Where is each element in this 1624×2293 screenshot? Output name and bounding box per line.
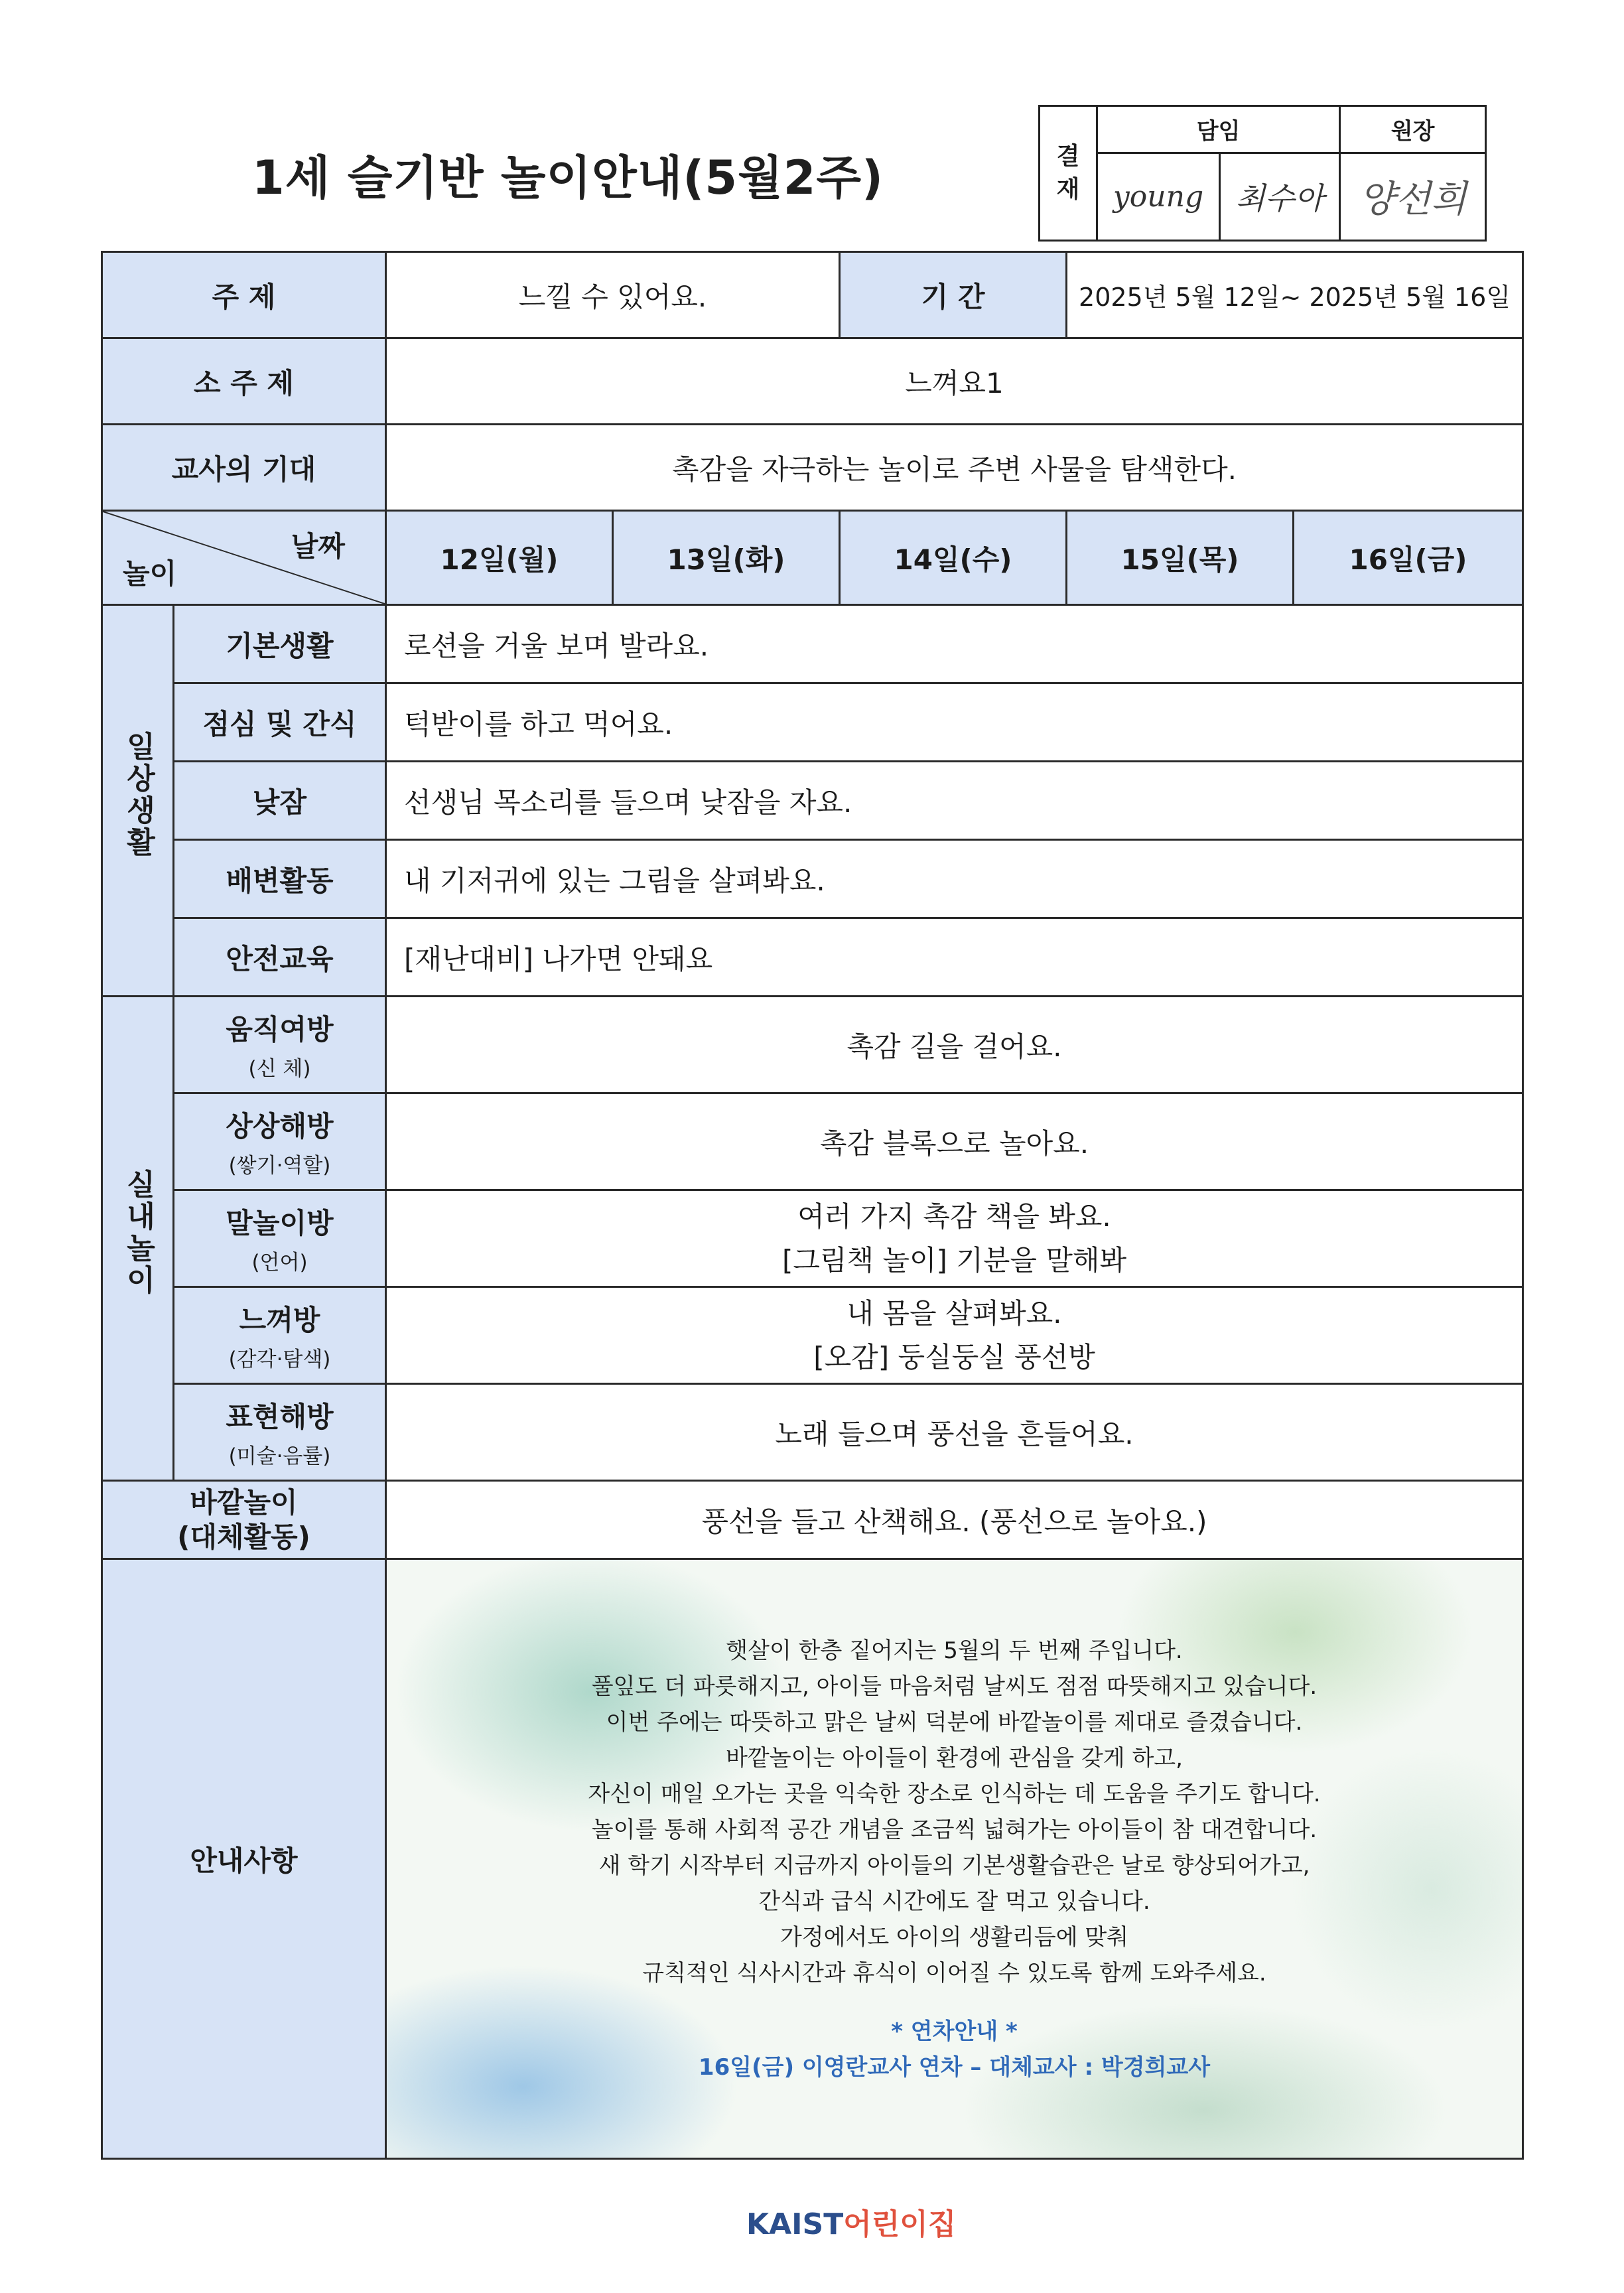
notice-line: 놀이를 통해 사회적 공간 개념을 조금씩 넓혀가는 아이들이 참 대견합니다.	[591, 1816, 1318, 1843]
day-mon: 12일(월)	[386, 511, 613, 605]
language-label: 말놀이방	[226, 1207, 334, 1239]
notice-line: 이번 주에는 따뜻하고 맑은 날씨 덕분에 바깥놀이를 제대로 즐겼습니다.	[606, 1708, 1303, 1736]
outdoor-label-2: (대체활동)	[177, 1520, 310, 1553]
jae-label: 재	[1056, 176, 1080, 203]
subtheme-label: 소 주 제	[102, 338, 386, 425]
notice-line: 바깥놀이는 아이들이 환경에 관심을 갖게 하고,	[726, 1744, 1183, 1772]
day-fri: 16일(금)	[1294, 511, 1523, 605]
daily-life-label: 일상생활	[121, 731, 155, 859]
approval-box	[1038, 105, 1487, 242]
language-line-1: 여러 가지 촉감 책을 봐요.	[797, 1200, 1111, 1233]
footer-brand: KAIST	[746, 2207, 844, 2241]
language-sub: (언어)	[251, 1251, 308, 1275]
row-label-safety: 안전교육	[174, 918, 386, 997]
imagination-label: 상상해방	[226, 1110, 334, 1143]
director-label: 원장	[1340, 106, 1486, 153]
outdoor-label	[102, 1481, 386, 1559]
row-value-meal: 턱받이를 하고 먹어요.	[386, 683, 1523, 762]
imagination-line-1: 촉감 블록으로 놀아요.	[819, 1127, 1089, 1160]
expect-value: 촉감을 자극하는 놀이로 주변 사물을 탐색한다.	[386, 425, 1523, 511]
row-label-toilet: 배변활동	[174, 840, 386, 918]
theme-value: 느낄 수 있어요.	[386, 252, 840, 338]
notice-line: 자신이 매일 오가는 곳을 익숙한 장소로 인식하는 데 도움을 주기도 합니다.	[588, 1780, 1321, 1807]
notice-line: 새 학기 시작부터 지금까지 아이들의 기본생활습관은 날로 향상되어가고,	[598, 1852, 1310, 1879]
day-thu: 15일(목)	[1067, 511, 1294, 605]
footer-logo	[746, 2200, 956, 2243]
sensory-label: 느껴방	[239, 1304, 320, 1336]
play-label: 놀이	[123, 557, 177, 590]
imagination-sub: (쌓기·역할)	[228, 1154, 331, 1178]
row-value-toilet: 내 기저귀에 있는 그림을 살펴봐요.	[386, 840, 1523, 918]
row-label-imagination	[174, 1093, 386, 1190]
sensory-line-1: 내 몸을 살펴봐요.	[846, 1296, 1062, 1330]
movement-line-1: 촉감 길을 걸어요.	[846, 1030, 1062, 1063]
sensory-sub: (감각·탐색)	[228, 1348, 331, 1371]
outdoor-value: 풍선을 들고 산책해요. (풍선으로 놀아요.)	[386, 1481, 1523, 1559]
row-label-expression	[174, 1384, 386, 1481]
signature-teacher-1: young	[1097, 153, 1220, 240]
notice-label: 안내사항	[102, 1559, 386, 2159]
outdoor-label-1: 바깥놀이	[190, 1486, 298, 1519]
row-label-sensory	[174, 1287, 386, 1384]
language-line-2: [그림책 놀이] 기분을 말해봐	[781, 1243, 1127, 1277]
row-value-movement	[386, 997, 1523, 1093]
footer-name: 어린이집	[843, 2207, 957, 2241]
row-value-sensory	[386, 1287, 1523, 1384]
expression-sub: (미술·음률)	[228, 1444, 331, 1468]
row-label-language	[174, 1190, 386, 1287]
expect-label: 교사의 기대	[102, 425, 386, 511]
row-value-basic: 로션을 거울 보며 발라요.	[386, 605, 1523, 683]
row-label-meal: 점심 및 간식	[174, 683, 386, 762]
approval-header	[1040, 106, 1097, 241]
row-value-nap: 선생님 목소리를 들으며 낮잠을 자요.	[386, 762, 1523, 840]
indoor-play-group	[102, 997, 174, 1481]
expression-line-1: 노래 들으며 풍선을 흔들어요.	[775, 1417, 1134, 1450]
theme-label: 주 제	[102, 252, 386, 338]
page-title: 1세 슬기반 놀이안내(5월2주)	[252, 151, 884, 205]
vacation-detail: 16일(금) 이영란교사 연차 – 대체교사 : 박경희교사	[698, 2053, 1211, 2081]
date-play-header	[102, 511, 386, 605]
row-value-safety: [재난대비] 나가면 안돼요	[386, 918, 1523, 997]
notice-line: 가정에서도 아이의 생활리듬에 맞춰	[779, 1923, 1129, 1951]
daily-life-group	[102, 605, 174, 997]
row-value-language	[386, 1190, 1523, 1287]
subtheme-value: 느껴요1	[386, 338, 1523, 425]
sensory-line-2: [오감] 둥실둥실 풍선방	[813, 1340, 1095, 1373]
row-value-expression	[386, 1384, 1523, 1481]
signature-teacher-2: 최수아	[1220, 153, 1340, 240]
expression-label: 표현해방	[226, 1401, 334, 1433]
notice-line: 규칙적인 식사시간과 휴식이 이어질 수 있도록 함께 도와주세요.	[642, 1959, 1266, 1986]
day-tue: 13일(화)	[613, 511, 840, 605]
row-value-imagination	[386, 1093, 1523, 1190]
notice-line: 햇살이 한층 짙어지는 5월의 두 번째 주입니다.	[726, 1637, 1183, 1664]
gyeol-label: 결	[1056, 143, 1080, 170]
row-label-movement	[174, 997, 386, 1093]
notice-line: 풀잎도 더 파릇해지고, 아이들 마음처럼 날씨도 점점 따뜻해지고 있습니다.	[591, 1673, 1318, 1700]
vacation-title: * 연차안내 *	[891, 2018, 1018, 2045]
plan-table	[101, 251, 1524, 2160]
date-label: 날짜	[291, 530, 345, 563]
teacher-label: 담임	[1097, 106, 1340, 153]
row-label-nap: 낮잠	[174, 762, 386, 840]
row-label-basic: 기본생활	[174, 605, 386, 683]
period-label: 기 간	[840, 252, 1067, 338]
notice-line: 간식과 급식 시간에도 잘 먹고 있습니다.	[758, 1888, 1150, 1915]
movement-label: 움직여방	[226, 1013, 334, 1046]
notice-content	[386, 1559, 1523, 2159]
movement-sub: (신 체)	[248, 1057, 311, 1081]
day-wed: 14일(수)	[840, 511, 1067, 605]
period-value: 2025년 5월 12일~ 2025년 5월 16일	[1067, 252, 1523, 338]
signature-director: 양선희	[1340, 153, 1486, 240]
indoor-play-label: 실내놀이	[121, 1169, 155, 1296]
